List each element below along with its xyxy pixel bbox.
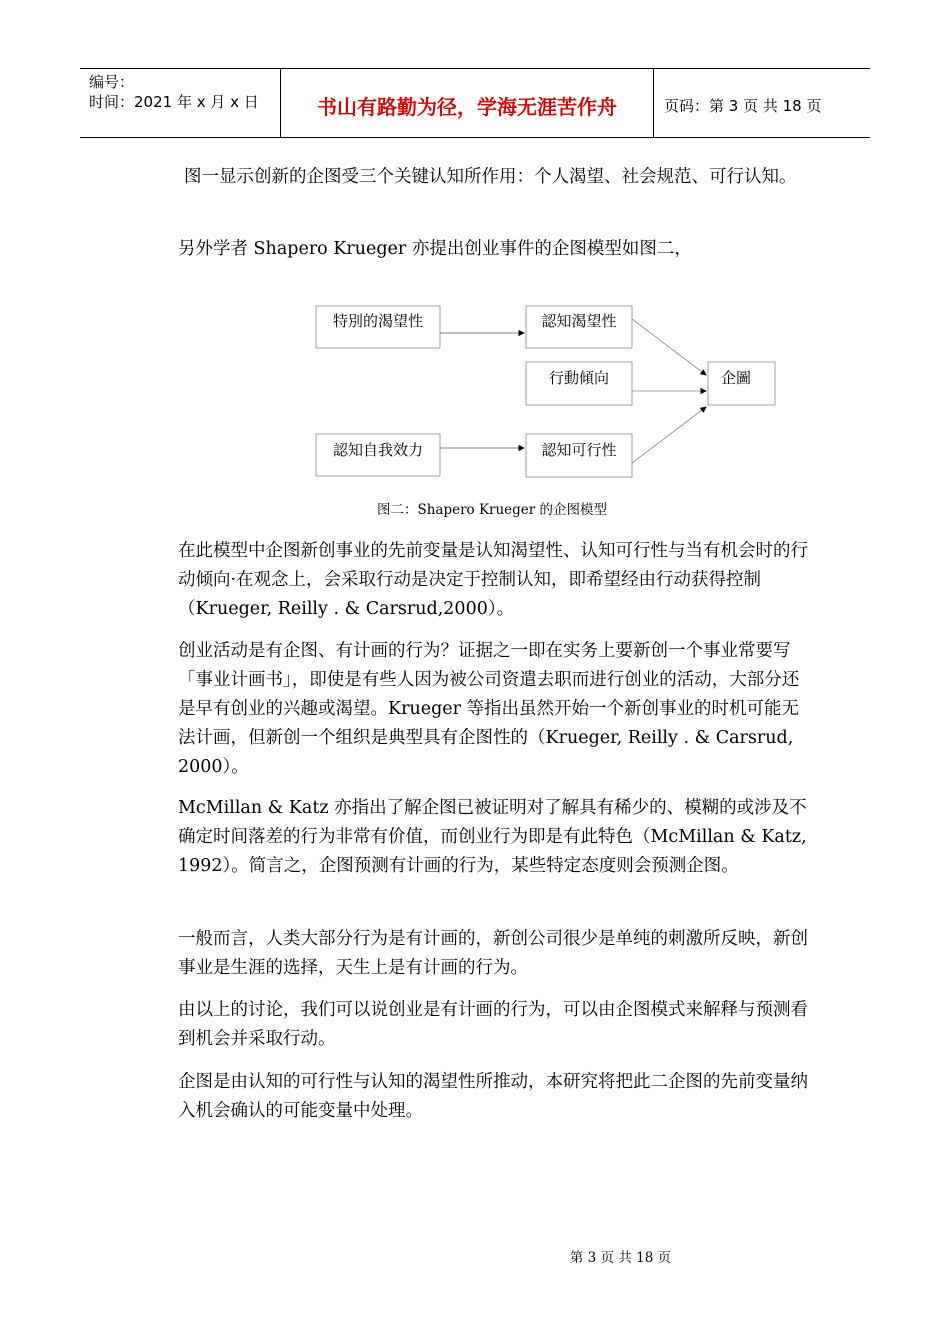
figure-caption: 图二：Shapero Krueger 的企图模型 [376,502,608,518]
box-action-propensity-label: 行動傾向 [548,369,610,387]
header-motto-cell [281,69,654,137]
intention-model-diagram [300,295,790,485]
box-perceived-desirability-label: 認知渴望性 [541,312,617,330]
paragraph-8: 企图是由认知的可行性与认知的渴望性所推动，本研究将把此二企图的先前变量纳入机会确认的可能变量中处理。 [178,1072,808,1121]
arrow-to-intention-top [632,319,706,375]
paragraph-2: 另外学者 Shapero Krueger 亦提出创业事件的企图模型如图二， [178,239,692,259]
paragraph-7: 由以上的讨论，我们可以说创业是有计画的行为，可以由企图模式来解释与预测看到机会并采取行动。 [178,1000,808,1049]
time-label: 时间：2021 年 x 月 x 日 [89,93,259,111]
box-self-efficacy [316,434,440,476]
header-page-cell [654,69,870,137]
paragraph-6: 一般而言，人类大部分行为是有计画的，新创公司很少是单纯的刺激所反映，新创事业是生涯的选择，天生上是有计画的行为。 [178,929,808,978]
box-self-efficacy-label: 認知自我效力 [332,441,424,459]
paragraph-3: 在此模型中企图新创事业的先前变量是认知渴望性、认知可行性与当有机会时的行动倾向·在观念上，会采取行动是决定于控制认知，即希望经由行动获得控制（Krueger, Reilly . & Carsrud,2000）。 [178,541,808,619]
paragraph-5: McMillan & Katz 亦指出了解企图已被证明对了解具有稀少的、模糊的或涉及不确定时间落差的行为非常有价值，而创业行为即是有此特色（McMillan & Katz, 1992）。简言之，企图预测有计画的行为，某些特定态度则会预测企图。 [178,798,807,876]
number-label: 编号： [89,73,135,91]
paragraph-4: 创业活动是有企图、有计画的行为？证据之一即在实务上要新创一个事业常要写「事业计画书」，即使是有些人因为被公司资遣去职而进行创业的活动，大部分还是早有创业的兴趣或渴望。Krueger 等指出虽然开始一个新创事业的时机可能无法计画，但新创一个组织是典型具有企图性的（Krueger, Reilly . & Carsrud, 2000）。 [178,641,800,777]
page-info: 页码：第 3 页 共 18 页 [664,97,822,115]
box-action-propensity [526,362,632,405]
box-perceived-feasibility [526,434,632,477]
paragraph-1: 图一显示创新的企图受三个关键认知所作用：个人渴望、社会规范、可行认知。 [184,167,797,187]
arrow-to-intention-bottom [632,407,706,463]
box-intention-label: 企圖 [720,369,752,387]
box-specific-desirability [316,306,440,348]
page-footer: 第 3 页 共 18 页 [569,1250,672,1266]
box-perceived-desirability [526,306,632,348]
motto: 书山有路勤为径，学海无涯苦作舟 [317,95,617,119]
header-meta-cell [80,69,281,137]
box-intention [708,362,775,405]
box-perceived-feasibility-label: 認知可行性 [541,441,617,459]
page-header [80,68,870,138]
box-specific-desirability-label: 特別的渴望性 [332,312,424,330]
